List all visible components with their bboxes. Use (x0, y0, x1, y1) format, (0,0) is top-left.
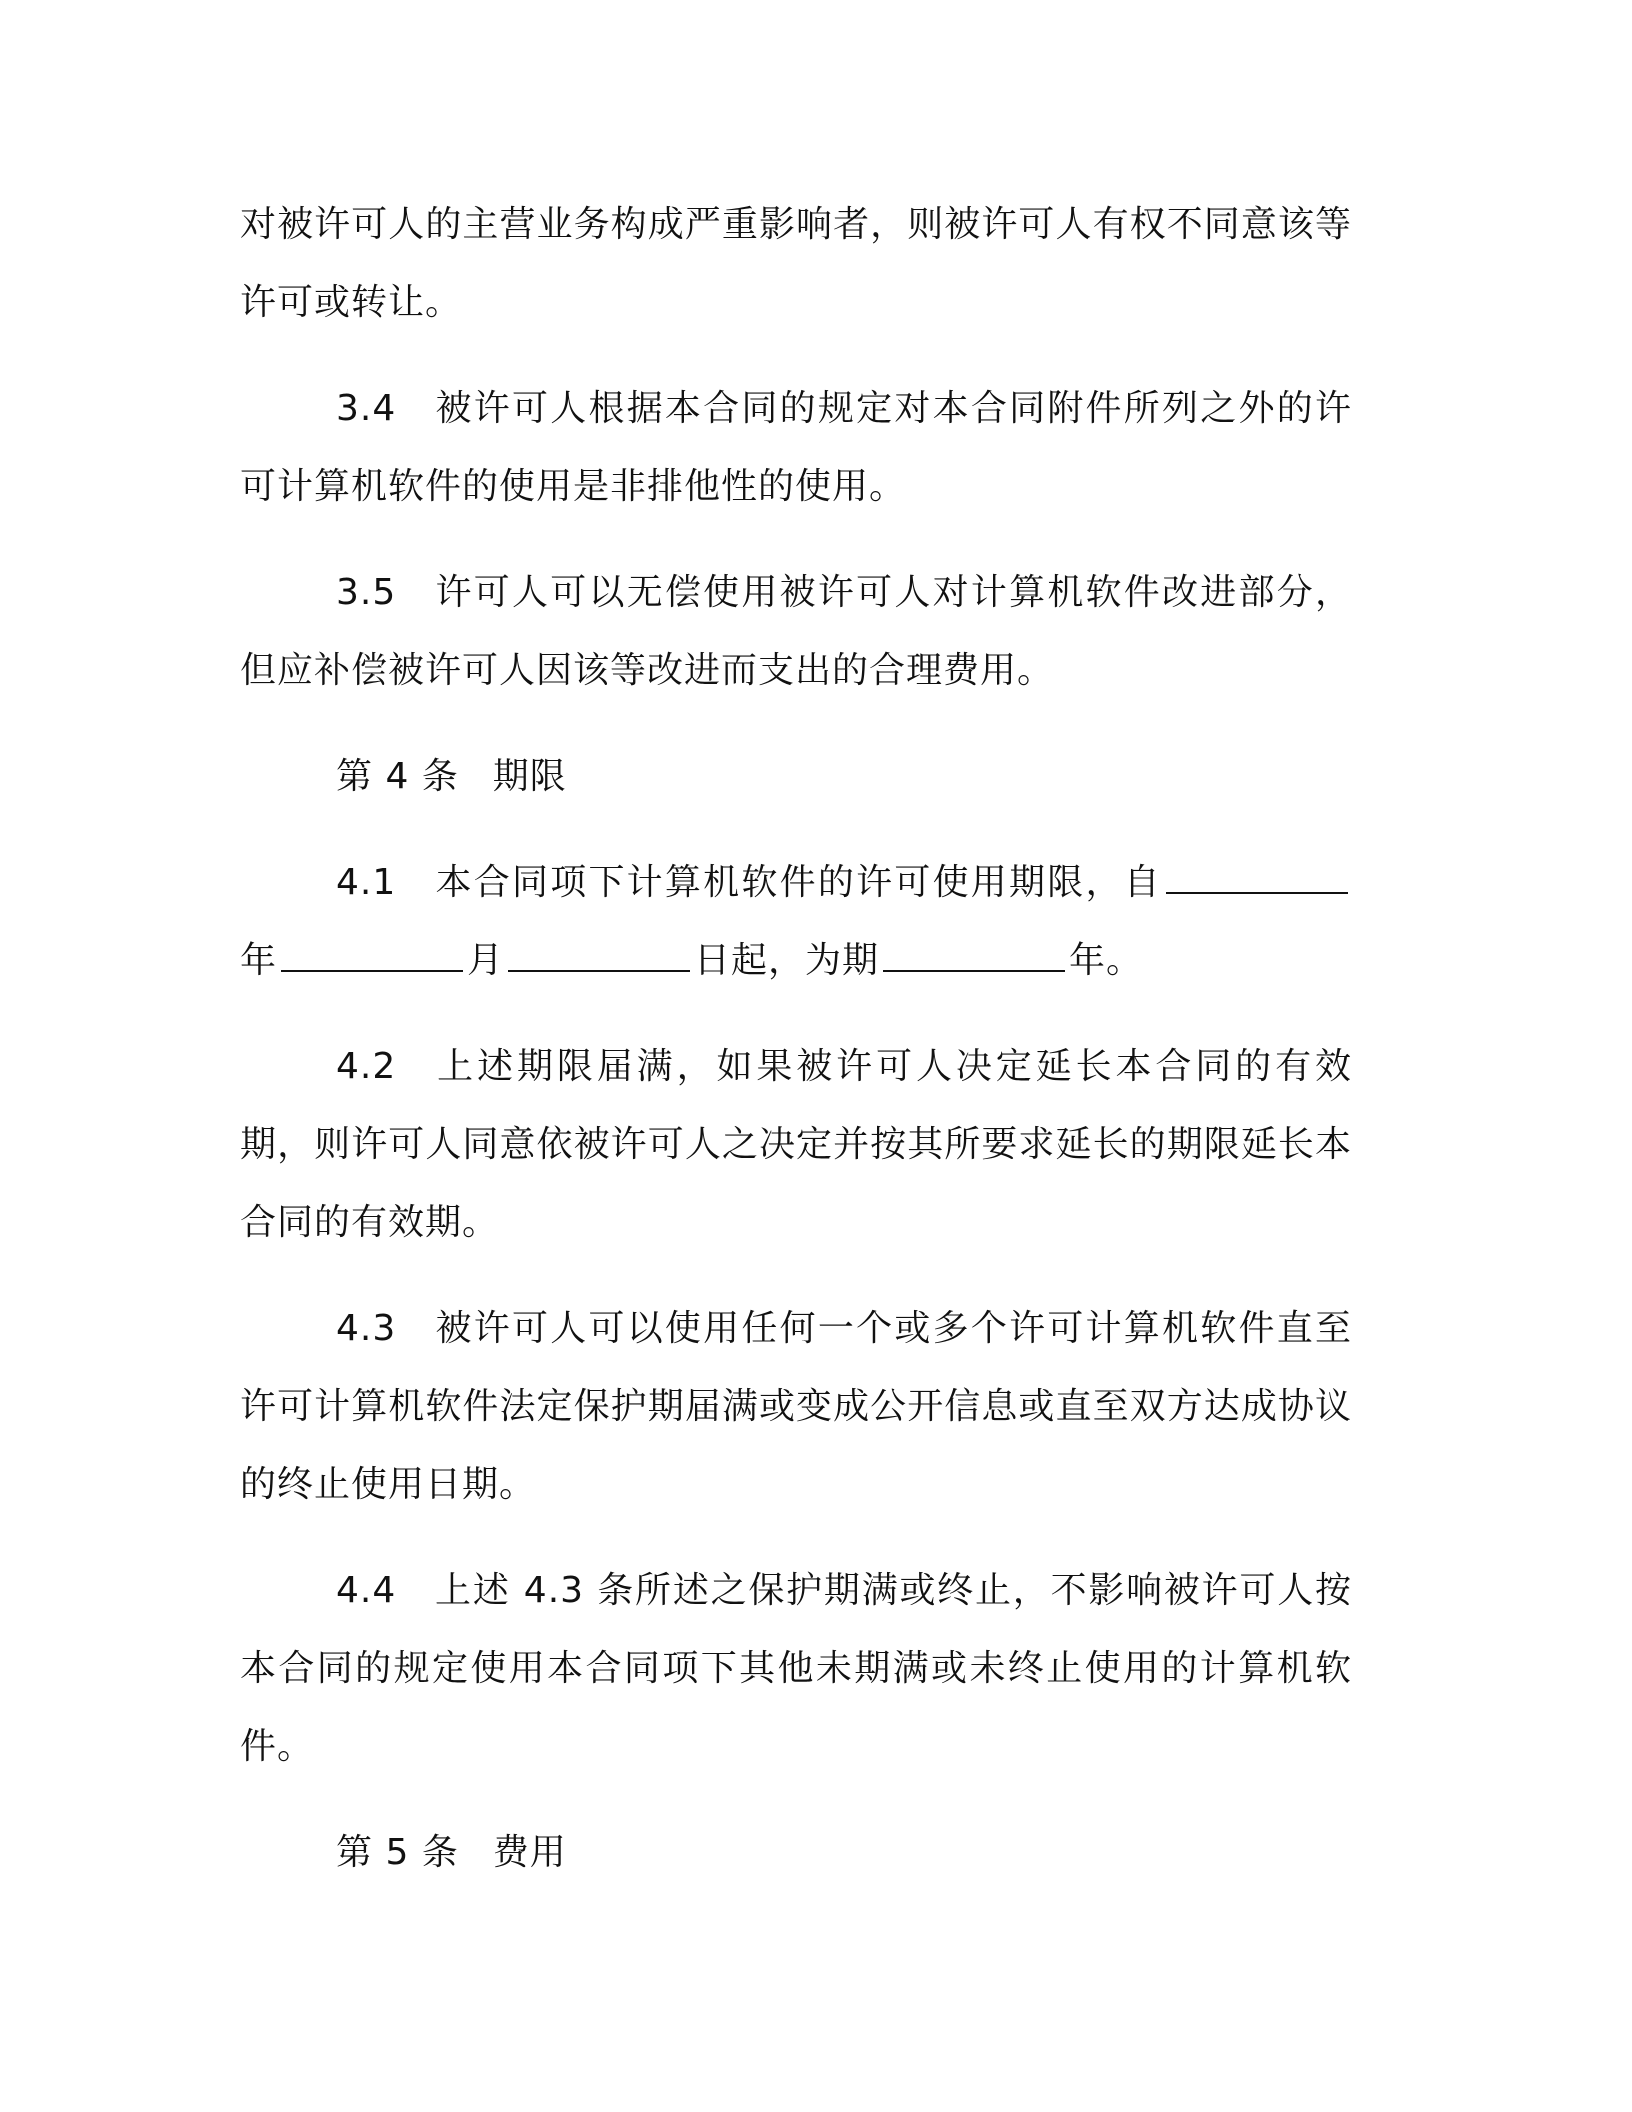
clause-text: 被许可人根据本合同的规定对本合同附件所列之外的许可计算机软件的使用是非排他性的使用。 (240, 388, 1352, 507)
blank-start-year[interactable] (1166, 862, 1348, 894)
clause-text: 许可人可以无偿使用被许可人对计算机软件改进部分，但应补偿被许可人因该等改进而支出的合理费用。 (240, 572, 1352, 691)
article-4-heading (240, 738, 1352, 816)
clause-number: 4.3 (336, 1308, 397, 1349)
blank-term-years[interactable] (883, 940, 1065, 972)
clause-number: 4.2 (336, 1046, 397, 1087)
clause-4-3 (240, 1290, 1352, 1524)
clause-text: 本合同项下计算机软件的许可使用期限，自 (434, 862, 1162, 903)
clause-text: 被许可人可以使用任何一个或多个许可计算机软件直至许可计算机软件法定保护期届满或变成公开信息或直至双方达成协议的终止使用日期。 (240, 1308, 1352, 1505)
blank-start-month[interactable] (281, 940, 463, 972)
unit-month: 月 (467, 940, 505, 981)
clause-4-4 (240, 1552, 1352, 1786)
article-5-heading (240, 1814, 1352, 1892)
unit-year: 年 (240, 940, 278, 981)
clause-4-2 (240, 1028, 1352, 1262)
clause-text-end: 年。 (1069, 940, 1144, 981)
clause-number: 3.5 (336, 572, 397, 613)
article-title: 期限 (492, 756, 567, 797)
clause-text: 上述期限届满，如果被许可人决定延长本合同的有效期，则许可人同意依被许可人之决定并按其所要求延长的期限延长本合同的有效期。 (240, 1046, 1352, 1243)
article-number: 第 5 条 (336, 1832, 459, 1873)
clause-text-cont: 日起，为期 (694, 940, 880, 981)
clause-text: 上述 4.3 条所述之保护期满或终止，不影响被许可人按本合同的规定使用本合同项下其他未期满或未终止使用的计算机软件。 (240, 1570, 1352, 1767)
continuation-paragraph: 对被许可人的主营业务构成严重影响者，则被许可人有权不同意该等许可或转让。 (240, 204, 1352, 323)
clause-number: 4.4 (336, 1570, 397, 1611)
clause-4-1 (240, 844, 1352, 1000)
clause-number: 4.1 (336, 862, 397, 903)
blank-start-day[interactable] (508, 940, 690, 972)
clause-3-4 (240, 370, 1352, 526)
clause-number: 3.4 (336, 388, 397, 429)
clause-3-5 (240, 554, 1352, 710)
article-number: 第 4 条 (336, 756, 459, 797)
article-title: 费用 (492, 1832, 567, 1873)
document-body (240, 186, 1352, 1892)
